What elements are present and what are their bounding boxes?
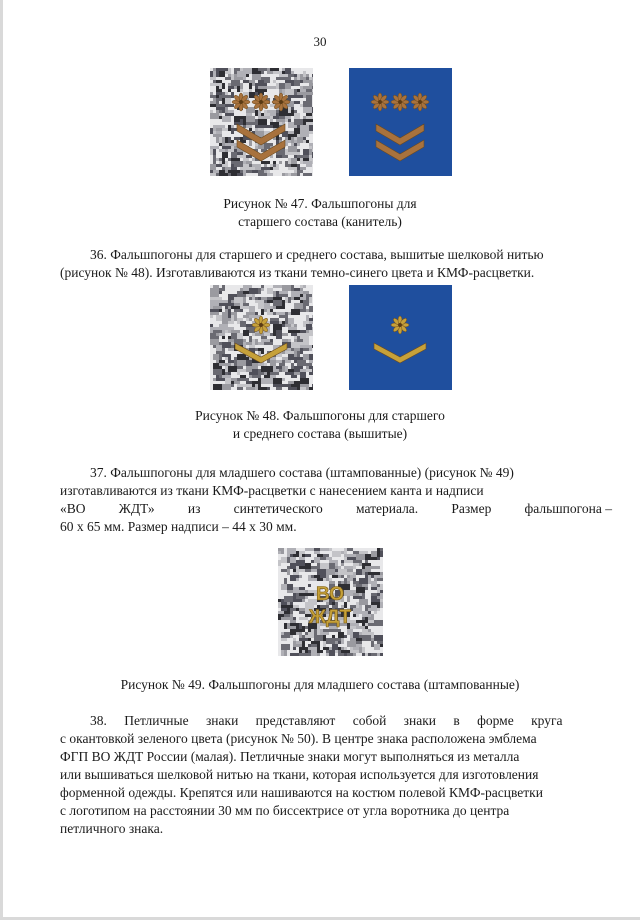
word: «ВО (60, 501, 86, 516)
paragraph-line: изготавливаются из ткани КМФ-расцветки с нанесением канта и надписи (60, 483, 484, 498)
paragraph-line: ФГП ВО ЖДТ России (малая). Петличные знаки могут выполняться из металла (60, 749, 520, 764)
word: из (187, 501, 201, 516)
paragraph-line: петличного знака. (60, 821, 164, 836)
paragraph-36 (60, 246, 612, 282)
line-text: 38. Петличные знаки представляют собой знаки в форме круга (90, 713, 563, 728)
paragraph-line: с окантовкой зеленого цвета (рисунок № 50). В центре знака расположена эмблема (60, 731, 537, 746)
page-edge (0, 0, 3, 920)
star-icon (252, 316, 270, 334)
caption-line: старшего состава (канитель) (238, 214, 402, 229)
badge-text-vo: ВО (315, 584, 345, 605)
page-number: 30 (313, 34, 327, 49)
caption-line: Рисунок № 48. Фальшпогоны для старшего (195, 408, 445, 423)
paragraph-37 (60, 464, 612, 536)
star-icon (391, 93, 409, 111)
paragraph-38 (60, 712, 612, 838)
figure-48-camo-patch (210, 285, 313, 390)
star-icon (391, 316, 409, 334)
figure-49-stamped-patch (278, 548, 383, 656)
figure-47-camo-patch (210, 68, 313, 176)
paragraph-line: с логотипом на расстоянии 30 мм по биссектрисе от угла воротника до центра (60, 803, 510, 818)
figure-47-caption (0, 195, 640, 231)
word: фальшпогона – (524, 501, 612, 516)
paragraph-line: (рисунок № 48). Изготавливаются из ткани темно-синего цвета и КМФ-расцветки. (60, 265, 535, 280)
paragraph-line: 37. Фальшпогоны для младшего состава (штампованные) (рисунок № 49) (90, 465, 514, 480)
star-icon (411, 93, 429, 111)
paragraph-line: или вышиваться шелковой нитью на ткани, которая используется для изготовления (60, 767, 539, 782)
badge-text-zhdt: ЖДТ (308, 607, 352, 628)
star-icon (371, 93, 389, 111)
paragraph-line (60, 712, 612, 730)
star-icon (272, 93, 290, 111)
figure-48-caption (0, 407, 640, 443)
caption-line: Рисунок № 47. Фальшпогоны для (223, 196, 417, 211)
word: материала. (356, 501, 419, 516)
star-icon (252, 93, 270, 111)
figure-48-navy-patch (349, 285, 452, 390)
word: синтетического (233, 501, 323, 516)
paragraph-line: 60 х 65 мм. Размер надписи – 44 х 30 мм. (60, 519, 297, 534)
word: Размер (451, 501, 492, 516)
figure-47-navy-patch (349, 68, 452, 176)
star-icon (232, 93, 250, 111)
word: ЖДТ» (118, 501, 155, 516)
figure-49-caption: Рисунок № 49. Фальшпогоны для младшего состава (штампованные) (120, 677, 520, 692)
paragraph-line: форменной одежды. Крепятся или нашиваются на костюм полевой КМФ-расцветки (60, 785, 543, 800)
caption-line: и среднего состава (вышитые) (232, 426, 408, 441)
paragraph-line (60, 500, 612, 518)
paragraph-line: 36. Фальшпогоны для старшего и среднего состава, вышитые шелковой нитью (90, 247, 544, 262)
navy-background (349, 285, 452, 390)
